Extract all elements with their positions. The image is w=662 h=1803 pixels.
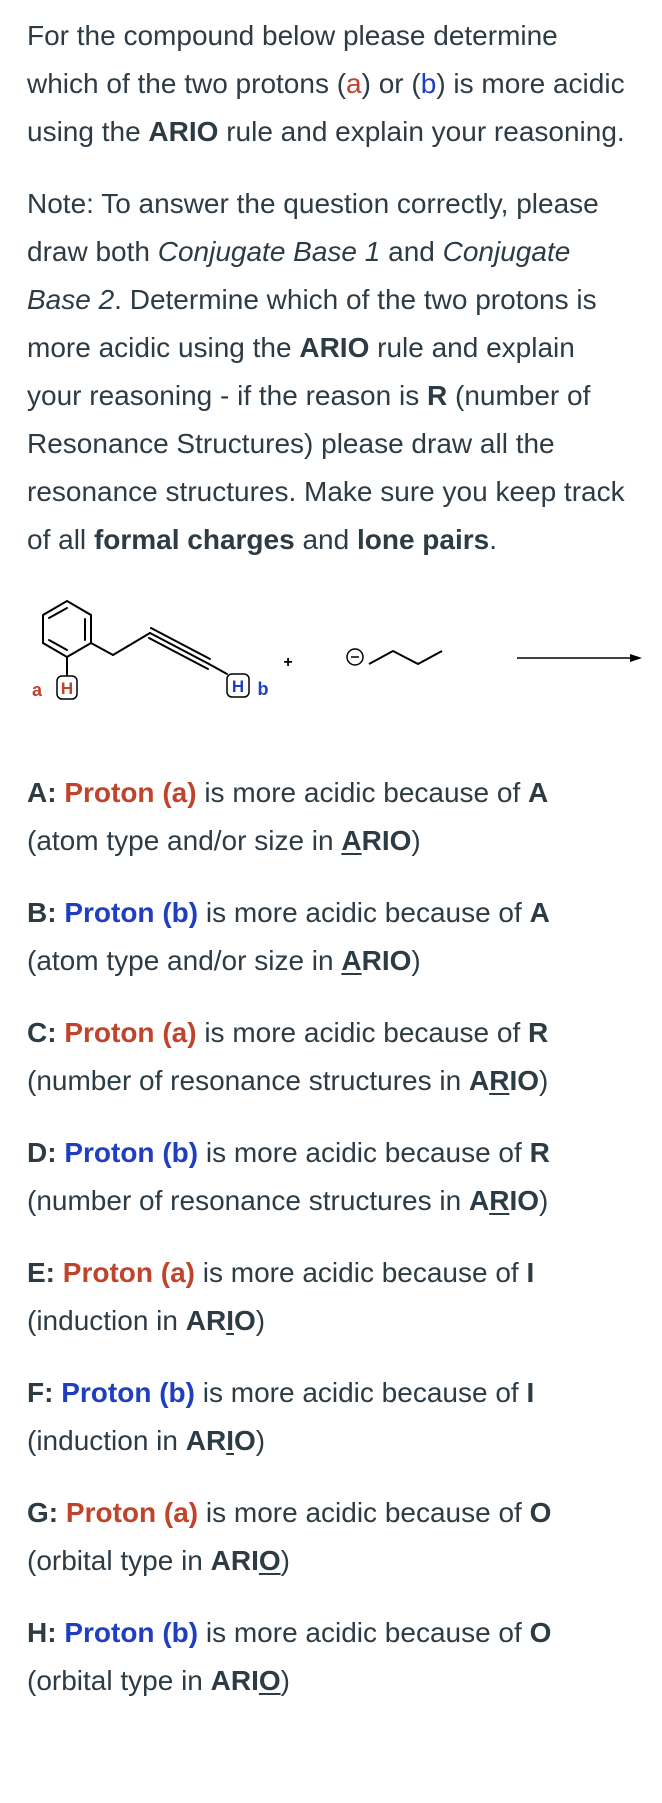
option-ario-rest: RIO xyxy=(361,825,412,856)
option-letter: D: xyxy=(27,1137,57,1168)
option-key: A xyxy=(528,777,549,808)
option-detail: (atom type and/or size in xyxy=(27,825,342,856)
option-letter: H: xyxy=(27,1617,57,1648)
option-key: R xyxy=(529,1137,550,1168)
answer-option-f[interactable] xyxy=(27,1369,636,1465)
answer-option-b[interactable] xyxy=(27,889,636,985)
note-text: and xyxy=(294,524,357,555)
note-text: rule and explain your reasoning - if the reason is xyxy=(27,332,575,411)
option-key: A xyxy=(529,897,550,928)
note-text: Note: To answer the question correctly, please draw both xyxy=(27,188,599,267)
option-key: O xyxy=(529,1497,552,1528)
note-text: and xyxy=(380,236,443,267)
label-b: b xyxy=(257,679,269,699)
option-close-paren: ) xyxy=(255,1425,266,1456)
option-detail: (number of resonance structures in xyxy=(27,1065,469,1096)
note-text: . Determine which of the two protons is more acidic using the xyxy=(27,284,597,363)
option-ario-rest: O xyxy=(234,1305,256,1336)
benzene-ring xyxy=(43,601,91,657)
option-close-paren: ) xyxy=(255,1305,266,1336)
answer-option-c[interactable] xyxy=(27,1009,636,1105)
ario-term: ARIO xyxy=(148,116,219,147)
conjugate-base-2-term: Conjugate Base 2 xyxy=(27,236,571,315)
option-letter: B: xyxy=(27,897,57,928)
option-proton: Proton (a) xyxy=(65,1497,199,1528)
option-text: is more acidic because of xyxy=(198,897,530,928)
option-letter: C: xyxy=(27,1017,57,1048)
option-text: is more acidic because of xyxy=(198,1617,530,1648)
option-detail: (induction in xyxy=(27,1305,186,1336)
conjugate-base-1-term: Conjugate Base 1 xyxy=(157,236,381,267)
option-ario-rest: RIO xyxy=(361,945,412,976)
option-ario-highlight: I xyxy=(226,1425,234,1456)
option-close-paren: ) xyxy=(539,1065,549,1096)
ethoxide-base xyxy=(347,649,442,665)
reaction-arrow xyxy=(517,654,642,662)
option-proton: Proton (b) xyxy=(61,1377,195,1408)
option-text: is more acidic because of xyxy=(196,777,529,808)
propargyl-chain xyxy=(91,628,227,674)
option-key: I xyxy=(526,1377,535,1408)
option-ario-prefix: A xyxy=(468,1065,490,1096)
option-ario-highlight: O xyxy=(258,1665,281,1696)
option-ario-prefix: AR xyxy=(185,1425,227,1456)
option-close-paren: ) xyxy=(280,1665,290,1696)
option-ario-highlight: O xyxy=(258,1545,281,1576)
note-text: (number of Resonance Structures) please draw all the resonance structures. Make sure you keep track of all xyxy=(27,380,625,555)
option-close-paren: ) xyxy=(411,825,421,856)
option-ario-prefix: ARI xyxy=(210,1665,259,1696)
lone-pairs-term: lone pairs xyxy=(356,524,490,555)
plus-sign: + xyxy=(283,654,293,671)
note-paragraph xyxy=(27,180,636,564)
ario-term: ARIO xyxy=(299,332,370,363)
question-text: rule and explain your reasoning. xyxy=(218,116,625,147)
r-term: R xyxy=(426,380,448,411)
option-detail: (induction in xyxy=(27,1425,186,1456)
option-detail: (number of resonance structures in xyxy=(27,1185,469,1216)
option-proton: Proton (b) xyxy=(64,897,199,928)
option-text: is more acidic because of xyxy=(194,1377,527,1408)
question-text: For the compound below please determine which of the two protons ( xyxy=(27,20,558,99)
option-detail: (atom type and/or size in xyxy=(27,945,342,976)
option-detail: (orbital type in xyxy=(27,1665,211,1696)
option-ario-highlight: R xyxy=(489,1185,510,1216)
h-atom-b: H xyxy=(231,677,245,696)
option-detail: (orbital type in xyxy=(27,1545,211,1576)
proton-b-ref: b xyxy=(420,68,437,99)
formal-charges-term: formal charges xyxy=(93,524,295,555)
option-ario-highlight: A xyxy=(341,945,362,976)
option-letter: F: xyxy=(27,1377,54,1408)
reaction-scheme xyxy=(27,596,636,769)
option-proton: Proton (a) xyxy=(62,1257,195,1288)
option-letter: G: xyxy=(27,1497,59,1528)
label-a: a xyxy=(31,680,43,700)
option-ario-rest: O xyxy=(234,1425,256,1456)
option-text: is more acidic because of xyxy=(196,1017,529,1048)
h-atom-a: H xyxy=(60,679,74,698)
option-proton: Proton (b) xyxy=(64,1137,199,1168)
option-letter: E: xyxy=(27,1257,55,1288)
option-ario-prefix: AR xyxy=(185,1305,227,1336)
answer-option-g[interactable] xyxy=(27,1489,636,1585)
option-close-paren: ) xyxy=(411,945,421,976)
question-paragraph xyxy=(27,0,636,156)
option-close-paren: ) xyxy=(539,1185,549,1216)
option-ario-highlight: R xyxy=(489,1065,510,1096)
option-key: I xyxy=(526,1257,535,1288)
question-text: ) is more acidic using the xyxy=(27,68,625,147)
option-ario-prefix: A xyxy=(468,1185,490,1216)
answer-option-e[interactable] xyxy=(27,1249,636,1345)
option-ario-rest: IO xyxy=(509,1185,540,1216)
option-key: O xyxy=(529,1617,552,1648)
option-close-paren: ) xyxy=(280,1545,290,1576)
option-letter: A: xyxy=(27,777,57,808)
option-ario-highlight: I xyxy=(226,1305,234,1336)
proton-a-ref: a xyxy=(346,68,362,99)
option-key: R xyxy=(528,1017,549,1048)
note-text: . xyxy=(489,524,498,555)
option-proton: Proton (b) xyxy=(64,1617,199,1648)
option-ario-highlight: A xyxy=(341,825,362,856)
answer-option-d[interactable] xyxy=(27,1129,636,1225)
option-ario-rest: IO xyxy=(509,1065,540,1096)
answer-option-h[interactable] xyxy=(27,1609,636,1705)
option-text: is more acidic because of xyxy=(198,1137,530,1168)
option-ario-prefix: ARI xyxy=(210,1545,259,1576)
option-proton: Proton (a) xyxy=(64,1017,197,1048)
answer-options xyxy=(27,769,636,1705)
question-text: ) or ( xyxy=(361,68,421,99)
option-text: is more acidic because of xyxy=(198,1497,530,1528)
answer-option-a[interactable] xyxy=(27,769,636,865)
option-proton: Proton (a) xyxy=(64,777,197,808)
reaction-diagram xyxy=(0,596,662,769)
option-text: is more acidic because of xyxy=(195,1257,527,1288)
